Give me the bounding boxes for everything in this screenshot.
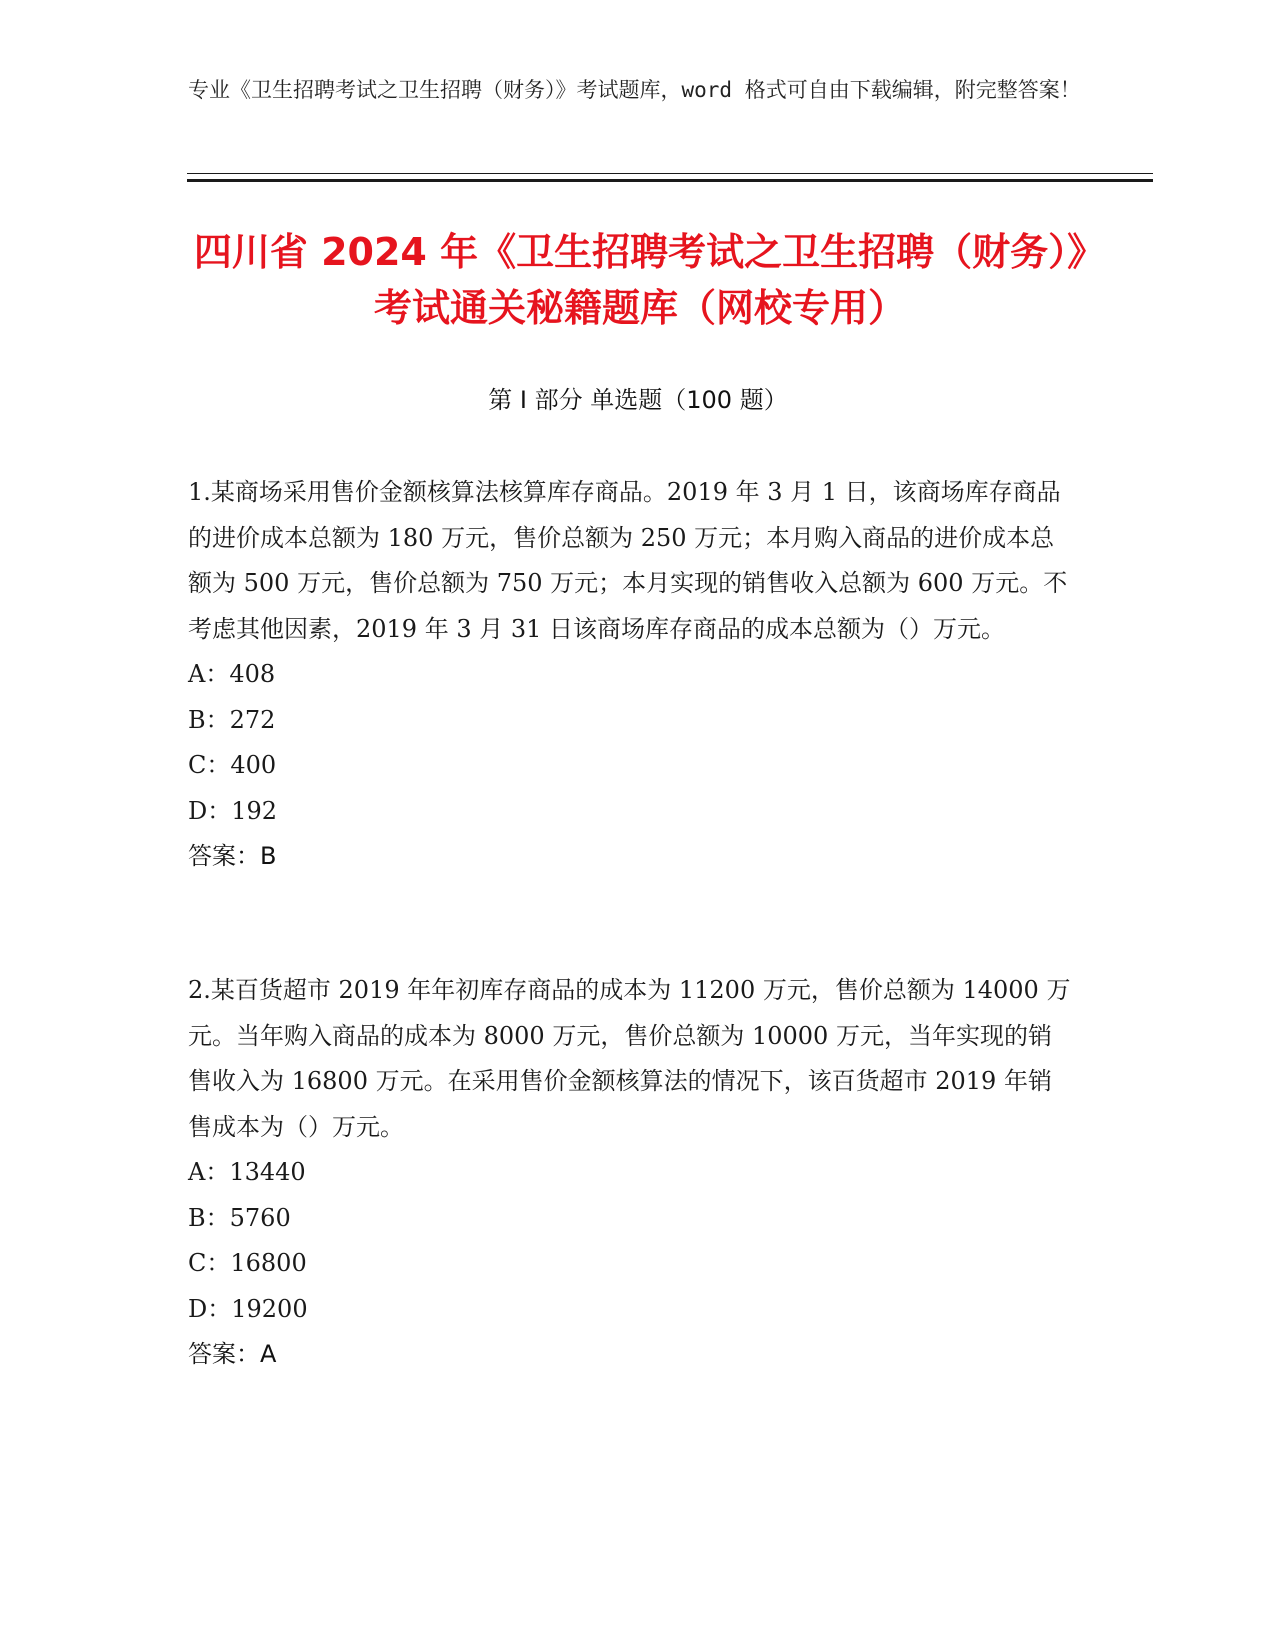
header-divider-thin (187, 173, 1153, 174)
option-text: 13440 (229, 1158, 306, 1186)
document-title: 四川省 2024 年《卫生招聘考试之卫生招聘（财务）》考试通关秘籍题库（网校专用） (193, 230, 1087, 330)
option-key: B (188, 705, 206, 734)
option-key: D (188, 1294, 208, 1323)
option-text: 192 (231, 796, 278, 825)
option-c (188, 1241, 1073, 1287)
header-note: 专业《卫生招聘考试之卫生招聘（财务）》考试题库，word 格式可自由下载编辑，附完整答案！ (188, 78, 1081, 102)
answer-value: A (260, 1340, 277, 1368)
option-text: 400 (230, 751, 277, 779)
question-1 (188, 470, 1073, 880)
question-text: 某百货超市 2019 年年初库存商品的成本为 11200 万元，售价总额为 14000 万元。当年购入商品的成本为 8000 万元，售价总额为 10000 万元，当年实现的销售收入为 16800 万元。在采用售价金额核算法的情况下，该百货超市 2019 年销售成本为（）万元。 (188, 976, 1071, 1141)
option-key: B (188, 1203, 206, 1232)
answer-line (188, 834, 1073, 880)
section-title: 第 I 部分 单选题（100 题） (488, 386, 788, 414)
question-stem (188, 968, 1073, 1150)
option-separator: ： (206, 1249, 231, 1277)
option-key: A (188, 660, 206, 688)
option-d (188, 1287, 1073, 1333)
option-b (188, 698, 1073, 744)
option-key: C (188, 1249, 207, 1277)
option-text: 408 (229, 660, 276, 688)
option-text: 272 (229, 705, 276, 734)
option-a (188, 1150, 1073, 1196)
option-b (188, 1196, 1073, 1242)
option-separator: ： (205, 1203, 230, 1232)
answer-label: 答案： (188, 842, 260, 870)
option-key: C (188, 751, 207, 779)
answer-line (188, 1332, 1073, 1378)
option-c (188, 743, 1073, 789)
option-key: D (188, 796, 208, 825)
question-number: 1. (188, 478, 211, 506)
answer-value: B (260, 842, 277, 870)
option-separator: ： (205, 705, 230, 734)
option-a (188, 652, 1073, 698)
header-divider-thick (187, 179, 1153, 182)
option-text: 19200 (231, 1294, 308, 1323)
option-separator: ： (205, 660, 230, 688)
question-2 (188, 968, 1073, 1378)
question-stem (188, 470, 1073, 652)
option-text: 16800 (230, 1249, 307, 1277)
option-separator: ： (207, 1294, 232, 1323)
question-number: 2. (188, 976, 211, 1004)
answer-label: 答案： (188, 1340, 260, 1368)
option-text: 5760 (229, 1203, 291, 1232)
option-d (188, 789, 1073, 835)
option-list (188, 652, 1073, 834)
option-key: A (188, 1158, 206, 1186)
option-separator: ： (207, 796, 232, 825)
option-list (188, 1150, 1073, 1332)
option-separator: ： (206, 751, 231, 779)
question-text: 某商场采用售价金额核算法核算库存商品。2019 年 3 月 1 日，该商场库存商品的进价成本总额为 180 万元，售价总额为 250 万元；本月购入商品的进价成本总额为 500 万元，售价总额为 750 万元；本月实现的销售收入总额为 600 万元。不考虑其他因素，2019 年 3 月 31 日该商场库存商品的成本总额为（）万元。 (188, 478, 1068, 643)
option-separator: ： (205, 1158, 230, 1186)
